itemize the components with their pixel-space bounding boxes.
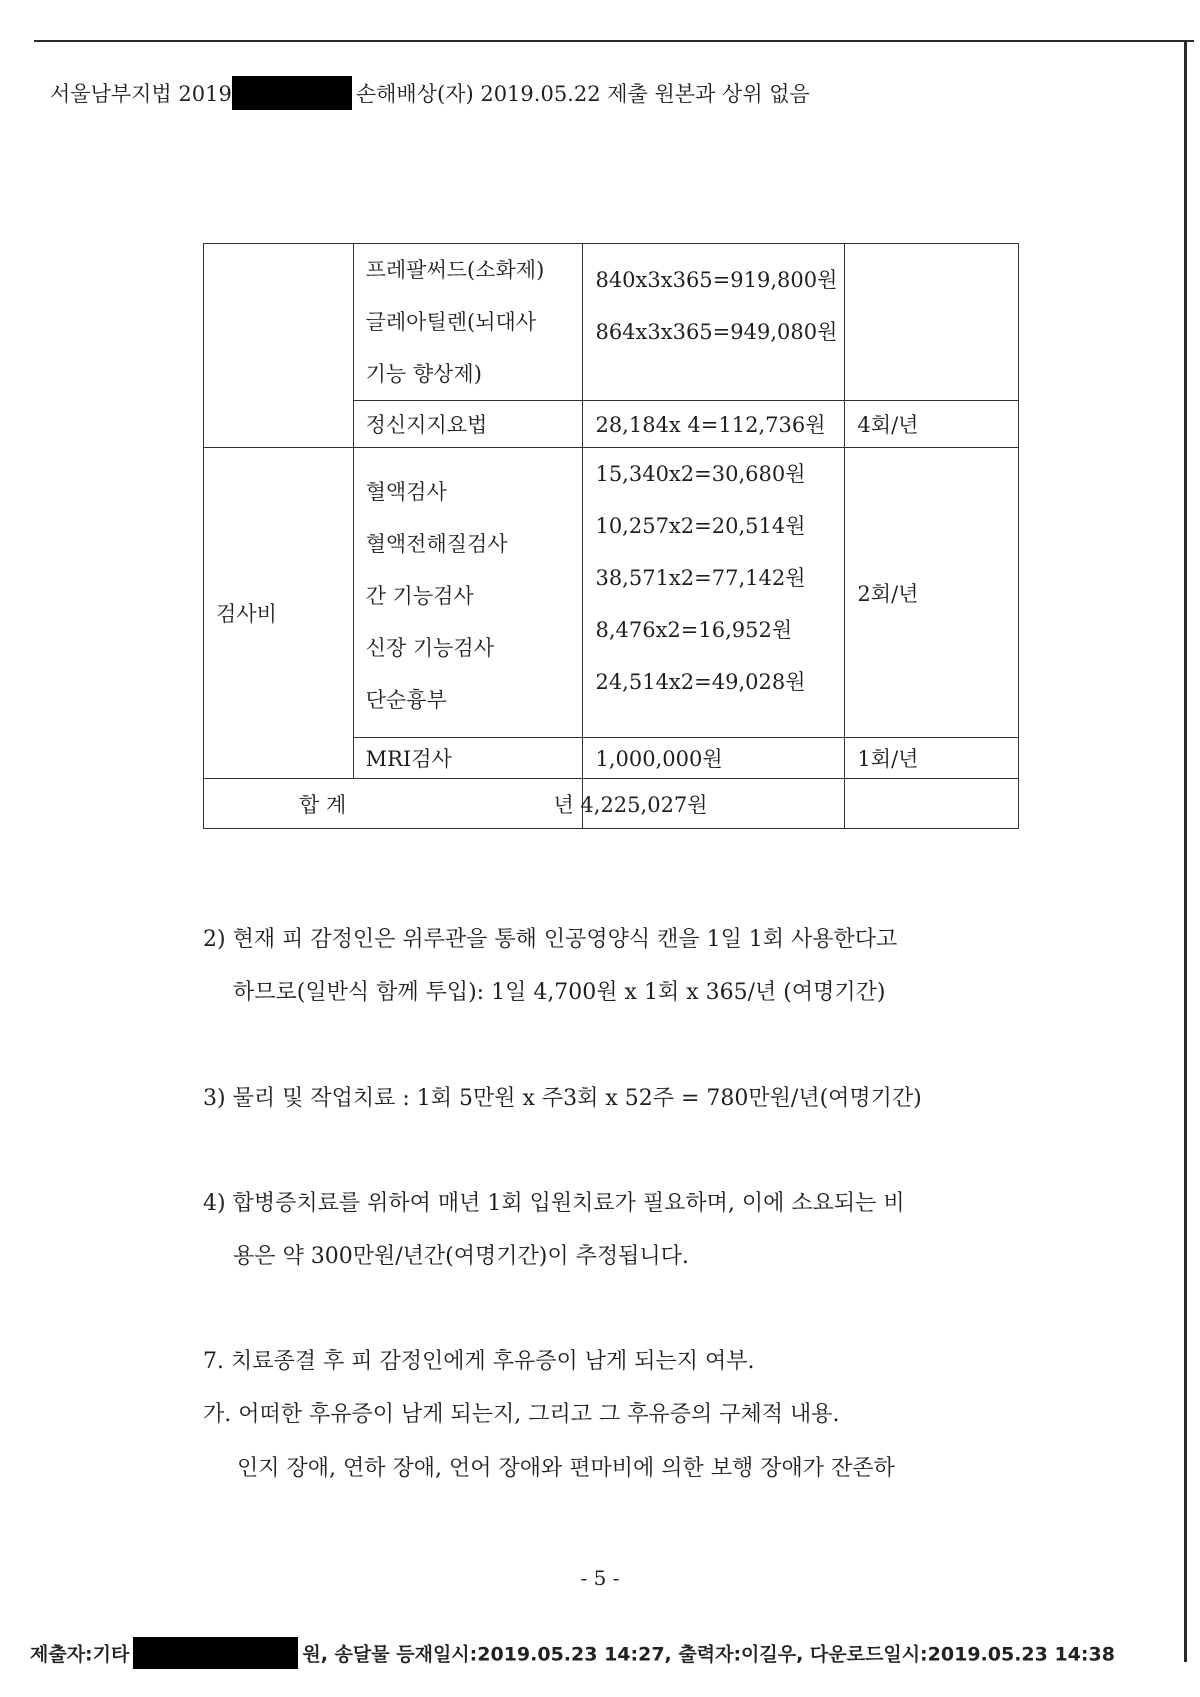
freq-cell: 4회/년 [845,401,1019,448]
paragraph-2-line2: 하므로(일반식 함께 투입): 1일 4,700원 x 1회 x 365/년 (여명기간) [233,980,886,1005]
category-cell: 검사비 [204,448,354,779]
paragraph-2-line1: 2) 현재 피 감정인은 위루관을 통해 인공영양식 캔을 1일 1회 사용한다고 [203,927,898,952]
paragraph-3: 3) 물리 및 작업치료 : 1회 5만원 x 주3회 x 52주 = 780만원/년(여명기간) [203,1086,922,1111]
freq-cell: 1회/년 [845,738,1019,779]
header-suffix: 손해배상(자) 2019.05.22 제출 원본과 상위 없음 [355,82,810,106]
item-cell [353,448,583,738]
item-text: 신장 기능검사 [365,636,494,660]
item-text: 글레아틸렌(뇌대사 [365,310,537,334]
cost-text: 38,571x2=77,142원 [595,566,806,590]
item-text: 혈액전해질검사 [365,532,508,556]
table-row [204,448,1019,738]
category-cell [204,244,354,448]
cost-text: 10,257x2=20,514원 [595,514,806,538]
section-7-a: 가. 어떠한 후유증이 남게 되는지, 그리고 그 후유증의 구체적 내용. [203,1402,840,1427]
item-text: 단순흉부 [365,688,447,712]
paragraph-4-line1: 4) 합병증치료를 위하여 매년 1회 입원치료가 필요하며, 이에 소요되는 비 [203,1191,905,1216]
item-cell [353,244,583,401]
cost-cell [583,244,845,401]
section-7-title: 7. 치료종결 후 피 감정인에게 후유증이 남게 되는지 여부. [203,1349,755,1374]
cost-text: 24,514x2=49,028원 [595,670,806,694]
footer-suffix: 원, 송달물 등재일시:2019.05.23 14:27, 출력자:이길우, 다운로드일시:2019.05.23 14:38 [302,1643,1115,1666]
document-footer [30,1637,1115,1669]
cost-cell: 28,184x 4=112,736원 [583,401,845,448]
page-top-edge [34,40,1194,42]
total-value: 년 4,225,027원 [553,792,708,817]
redacted-case-number [232,76,352,110]
cost-cell: 1,000,000원 [583,738,845,779]
cost-text: 8,476x2=16,952원 [595,618,793,642]
freq-cell: 2회/년 [845,448,1019,738]
item-text: 혈액검사 [365,480,447,504]
total-label-cell [204,779,583,829]
footer-prefix: 제출자:기타 [30,1643,130,1666]
paragraph-4-line2: 용은 약 300만원/년간(여명기간)이 추정됩니다. [233,1244,689,1269]
table-row [204,779,1019,829]
document-header [50,76,810,110]
cost-cell [583,448,845,738]
item-text: 간 기능검사 [365,584,474,608]
page-number: - 5 - [580,1566,620,1590]
page-right-edge [1184,40,1187,1662]
item-text: 기능 향상제) [365,362,482,386]
item-text: 프레팔써드(소화제) [365,258,545,282]
total-label: 합 계 [299,792,347,817]
cost-text: 15,340x2=30,680원 [595,462,806,486]
cost-text: 864x3x365=949,080원 [595,320,838,344]
redacted-submitter [133,1637,298,1669]
cost-text: 840x3x365=919,800원 [595,268,838,292]
header-prefix: 서울남부지법 2019 [50,82,232,106]
total-blank-cell [845,779,1019,829]
item-cell: MRI검사 [353,738,583,779]
freq-cell [845,244,1019,401]
cost-table [203,243,1019,829]
table-row [204,244,1019,401]
section-7-body: 인지 장애, 연하 장애, 언어 장애와 편마비에 의한 보행 장애가 잔존하 [237,1456,895,1481]
item-cell: 정신지지요법 [353,401,583,448]
total-value-cell [553,779,845,829]
